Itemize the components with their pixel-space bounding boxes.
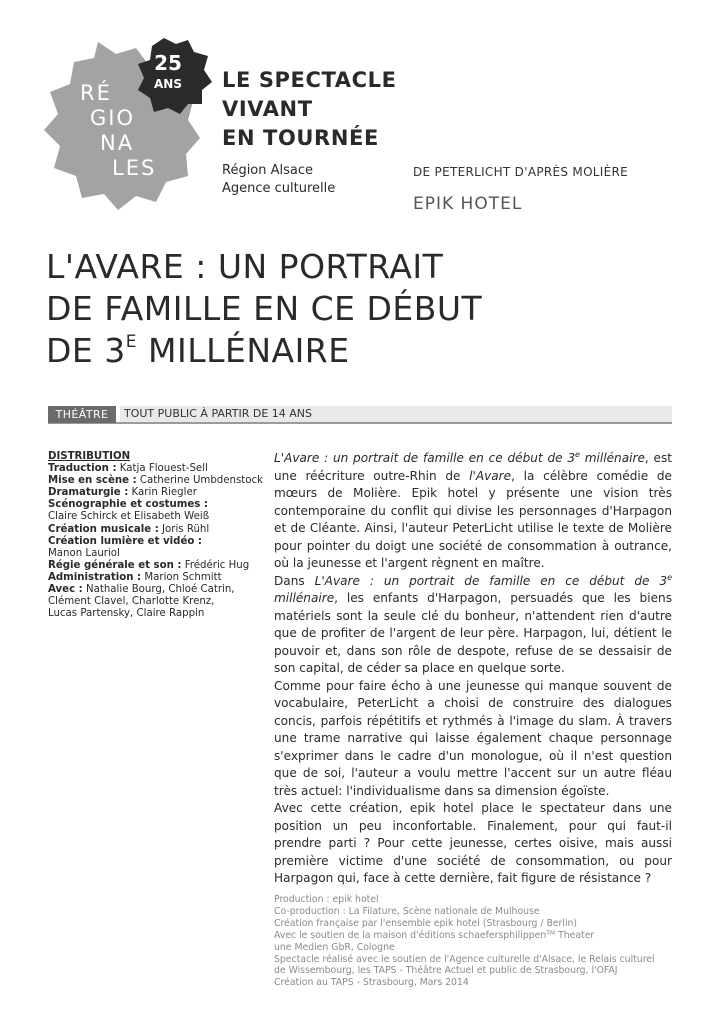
p1-text-b: , la célèbre comédie de mœurs de Molière. Epik hotel y présente une vision très contemporaine du conflit qui divise les personnages d'Harpagon et de Cléante. Ainsi, l'auteur PeterLicht utilise le texte de Molière pour pointer du doigt une société de consommation à outrance, où la jeunesse et l'argent règnent en maître. — [274, 468, 672, 570]
credit-names: Joris Rühl — [158, 523, 210, 535]
credit-role: Mise en scène : — [48, 475, 137, 487]
logo-letters-4: LES — [112, 156, 157, 180]
footer-line-8: Création au TAPS - Strasbourg, Mars 2014 — [274, 977, 469, 989]
footer-line-1: Production : epik hotel — [274, 894, 379, 905]
org-line-1: Région Alsace — [222, 163, 314, 178]
credit-names: Frédéric Hug — [181, 559, 250, 571]
regionales-logo-graphic — [36, 34, 216, 214]
paragraph-3: Comme pour faire écho à une jeunesse qui manque souvent de vocabulaire, PeterLicht a choisi de construire des dialogues concis, parfois répétitifs et rythmés à l'image du slam. À travers une trame narrative qui laisse également chaque personnage s'exprimer dans le cadre d'un monologue, où il n'est question que de soi, l'auteur a voulu mettre l'accent sur un autre fléau très actuel: l'individualisme dans sa dimension égoïste. — [274, 678, 672, 798]
credit-row — [48, 524, 266, 536]
trademark-sup: TM — [546, 929, 556, 937]
credit-role: Dramaturgie : — [48, 487, 129, 499]
logo-years-number: 25 — [154, 51, 182, 75]
credit-names: Karin Riegler — [128, 487, 197, 499]
p2-pre: Dans — [274, 573, 315, 588]
credit-names: Catherine Umbdenstock — [136, 475, 264, 487]
credit-role: Administration : — [48, 571, 142, 583]
credits-column — [48, 451, 266, 620]
credit-row — [48, 548, 266, 560]
credit-row — [48, 608, 266, 620]
credit-names: Clément Clavel, Charlotte Krenz, — [48, 596, 215, 608]
footer-line-6: Spectacle réalisé avec le soutien de l'Agence culturelle d'Alsace, le Relais culturel — [274, 953, 655, 965]
main-title-line-3-pre: DE 3 — [46, 331, 126, 370]
logo-years-unit: ANS — [154, 77, 182, 91]
credit-row — [48, 487, 266, 499]
credit-names: Nathalie Bourg, Chloé Catrin, — [82, 584, 235, 596]
footer-line-3: Création française par l'ensemble epik hotel (Strasbourg / Berlin) — [274, 917, 578, 929]
credit-row — [48, 463, 266, 475]
credit-role: Création lumière et vidéo : — [48, 535, 202, 547]
p2-text: , les enfants d'Harpagon, persuadés que les biens matériels sont la seule clé du bonheur, n'attendent rien d'autre que de profiter de l'argent de leur père. Harpagon, lui, détient le pouvoir et, dans son rôle de despote, refuse de se dessaisir de son capital, de céder sa place en quelque sorte. — [274, 591, 672, 675]
footer-line-4-text: Avec le soutien de la maison d'éditions schaefersphilippen — [274, 929, 547, 941]
p1-italic: L'Avare : un portrait de famille en ce début de 3 — [274, 451, 576, 465]
credit-row — [48, 584, 266, 596]
credits-heading: DISTRIBUTION — [48, 451, 131, 462]
production-notes — [274, 894, 674, 989]
organization — [222, 162, 335, 198]
credit-row — [48, 572, 266, 584]
p1-italic-2: millénaire — [579, 451, 645, 465]
credit-row — [48, 560, 266, 572]
category-bar — [48, 406, 672, 424]
footer-line-5: une Medien GbR, Cologne — [274, 941, 395, 953]
credit-names: Marion Schmitt — [141, 571, 222, 583]
p1-superscript: e — [575, 450, 580, 459]
credit-role: Régie générale et son : — [48, 559, 182, 571]
paragraph-4: Avec cette création, epik hotel place le spectateur dans une position un peu inconfortable. Finalement, pour qui faut-il prendre parti ? Pour cette jeunesse, certes oisive, mais aussi première victime d'une société de consommation, ou pour Harpagon qui, face à cette dernière, fait figure de résistance ? — [274, 801, 672, 885]
org-line-2: Agence culturelle — [222, 181, 336, 196]
credit-row — [48, 536, 266, 548]
credit-role: Création musicale : — [48, 523, 159, 535]
paragraph-2 — [274, 573, 672, 678]
company-name: EPIK HOTEL — [413, 194, 523, 214]
p2-italic-2: millénaire — [274, 591, 335, 605]
credit-role: Traduction : — [48, 463, 117, 475]
credit-row — [48, 475, 266, 487]
credits-list — [48, 463, 266, 620]
footer-line-2: Co-production : La Filature, Scène nationale de Mulhouse — [274, 905, 540, 917]
credit-role: Avec : — [48, 584, 83, 596]
logo-letters-3: NA — [100, 131, 135, 155]
credit-names: Manon Lauriol — [48, 547, 120, 559]
main-title-line-3 — [46, 330, 482, 372]
genre-tag: THÉÂTRE — [48, 406, 116, 423]
logo-letters-1: RÉ — [80, 81, 112, 105]
credit-names: Lucas Partensky, Claire Rappin — [48, 608, 205, 620]
author-credit: DE PETERLICHT D'APRÈS MOLIÈRE — [413, 165, 629, 179]
footer-line-4-after: Theater — [555, 929, 595, 941]
credit-row — [48, 511, 266, 523]
p1-text-a: , est une réécriture outre-Rhin de — [274, 451, 673, 483]
header-title — [222, 66, 397, 153]
description-text — [274, 450, 672, 888]
main-title-line-1: L'AVARE : UN PORTRAIT — [46, 247, 444, 286]
header-title-line-1: LE SPECTACLE — [222, 68, 397, 92]
main-title-line-3-post: MILLÉNAIRE — [137, 331, 350, 370]
logo-letters-2: GIO — [90, 106, 135, 130]
credit-names: Katja Flouest-Sell — [116, 463, 208, 475]
p2-superscript: e — [667, 572, 672, 582]
audience-tag: TOUT PUBLIC À PARTIR DE 14 ANS — [120, 406, 672, 422]
footer-line-7: de Wissembourg, les TAPS - Théâtre Actuel et public de Strasbourg, l'OFAJ — [274, 965, 618, 977]
credit-role: Scénographie et costumes : — [48, 499, 208, 511]
credit-row — [48, 596, 266, 608]
header-title-line-3: EN TOURNÉE — [222, 126, 379, 150]
header-title-line-2: VIVANT — [222, 97, 313, 121]
credit-row — [48, 499, 266, 511]
footer-line-4 — [274, 930, 674, 942]
main-title-line-2: DE FAMILLE EN CE DÉBUT — [46, 289, 483, 328]
credit-names: Claire Schirck et Elisabeth Weiß — [48, 511, 210, 523]
main-title-superscript: E — [125, 332, 137, 352]
paragraph-1 — [274, 450, 672, 573]
p2-italic: L'Avare : un portrait de famille en ce début de 3 — [314, 573, 668, 588]
p1-italic-3: l'Avare — [469, 468, 512, 483]
main-title — [46, 246, 482, 372]
